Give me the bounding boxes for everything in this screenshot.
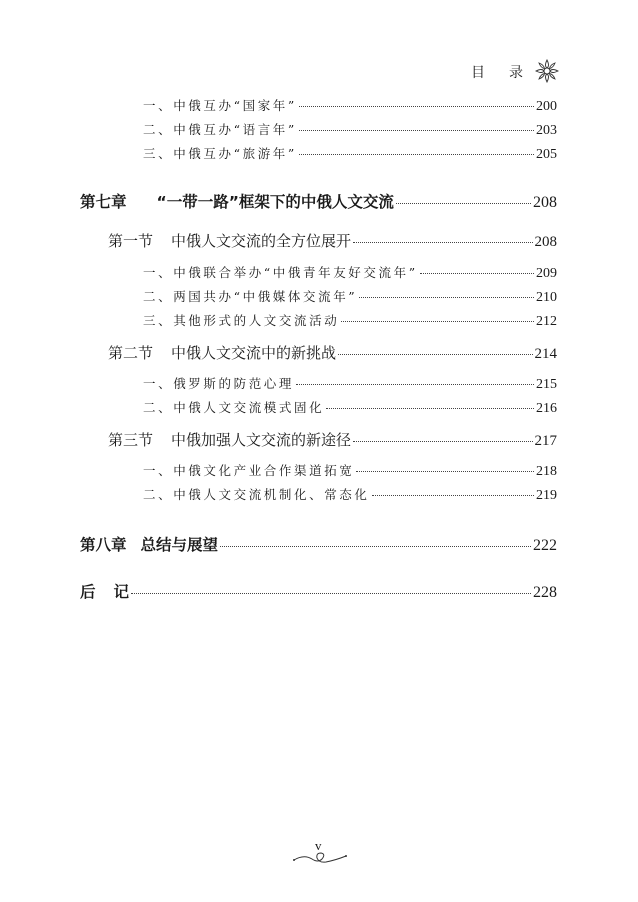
toc-entry[interactable] <box>143 461 557 480</box>
running-header <box>0 58 638 84</box>
toc-entry[interactable] <box>143 120 557 139</box>
toc-entry-page: 200 <box>536 99 557 114</box>
toc-entry-page: 214 <box>534 346 557 362</box>
toc-entry-page: 222 <box>533 537 557 554</box>
toc-chapter-entry[interactable] <box>80 533 557 555</box>
toc-entry-page: 228 <box>533 584 557 601</box>
dot-leader <box>131 592 531 594</box>
dot-leader <box>359 296 534 298</box>
dot-leader <box>372 494 534 496</box>
toc-entry-page: 218 <box>536 464 557 479</box>
dot-leader <box>420 272 534 274</box>
header-title-part1: 目 <box>471 65 485 81</box>
dot-leader <box>353 440 532 442</box>
chapter-title: “一带一路”框架下的中俄人文交流 <box>156 193 394 211</box>
dot-leader <box>299 105 534 107</box>
toc-entry-label: 二、中俄人文交流模式固化 <box>143 400 325 415</box>
toc-entry-label: 三、其他形式的人文交流活动 <box>143 313 340 328</box>
toc-entry-page: 205 <box>536 147 557 162</box>
toc-section-entry[interactable] <box>108 230 557 251</box>
toc-entry[interactable] <box>143 485 557 504</box>
section-number: 第一节 <box>108 232 154 250</box>
toc-entry-label: 二、两国共办“中俄媒体交流年” <box>143 289 358 304</box>
toc-entry[interactable] <box>143 311 557 330</box>
chapter-number: 第七章 <box>80 193 127 211</box>
toc-entry-page: 208 <box>534 234 557 250</box>
section-title: 中俄人文交流中的新挑战 <box>171 344 337 362</box>
header-title-part2: 录 <box>509 65 523 81</box>
section-number: 第三节 <box>108 431 154 449</box>
toc-entry-page: 203 <box>536 123 557 138</box>
toc-section-entry[interactable] <box>108 342 557 363</box>
dot-leader <box>296 383 534 385</box>
dot-leader <box>353 241 532 243</box>
dot-leader <box>341 320 534 322</box>
dot-leader <box>396 202 531 204</box>
toc-entry-label: 一、俄罗斯的防范心理 <box>143 376 295 391</box>
toc-entry[interactable] <box>143 287 557 306</box>
dot-leader <box>220 545 531 547</box>
swirl-ornament-icon <box>290 850 350 870</box>
afterword-label-part1: 后 <box>80 583 96 601</box>
toc-entry-page: 215 <box>536 377 557 392</box>
page-number: v <box>315 838 322 853</box>
toc-entry[interactable] <box>143 263 557 282</box>
toc-entry[interactable] <box>143 144 557 163</box>
toc-section-entry[interactable] <box>108 429 557 450</box>
flower-ornament-icon <box>534 58 560 84</box>
dot-leader <box>338 353 532 355</box>
toc-entry[interactable] <box>143 374 557 393</box>
section-title: 中俄加强人文交流的新途径 <box>171 431 352 449</box>
toc-entry-label: 一、中俄文化产业合作渠道拓宽 <box>143 463 355 478</box>
toc-entry-page: 217 <box>534 433 557 449</box>
dot-leader <box>326 407 534 409</box>
toc-entry-page: 209 <box>536 266 557 281</box>
toc-entry-page: 219 <box>536 488 557 503</box>
toc-entry-page: 210 <box>536 290 557 305</box>
toc-entry-label: 一、中俄联合举办“中俄青年友好交流年” <box>143 265 418 280</box>
toc-entry-page: 216 <box>536 401 557 416</box>
toc-entry[interactable] <box>143 96 557 115</box>
toc-entry-label: 二、中俄互办“语言年” <box>143 122 297 137</box>
toc-chapter-entry[interactable] <box>80 580 557 602</box>
toc-chapter-entry[interactable] <box>80 190 557 212</box>
toc-entry-label: 二、中俄人文交流机制化、常态化 <box>143 487 370 502</box>
dot-leader <box>299 153 534 155</box>
section-title: 中俄人文交流的全方位展开 <box>171 232 352 250</box>
toc-entry[interactable] <box>143 398 557 417</box>
toc-entry-page: 212 <box>536 314 557 329</box>
afterword-label-part2: 记 <box>113 583 130 601</box>
toc-entry-label: 一、中俄互办“国家年” <box>143 98 297 113</box>
section-number: 第二节 <box>108 344 154 362</box>
dot-leader <box>356 470 534 472</box>
toc-entry-label: 三、中俄互办“旅游年” <box>143 146 297 161</box>
toc-entry-page: 208 <box>533 194 557 211</box>
chapter-title: 总结与展望 <box>140 536 219 554</box>
dot-leader <box>299 129 534 131</box>
chapter-number: 第八章 <box>80 536 127 554</box>
